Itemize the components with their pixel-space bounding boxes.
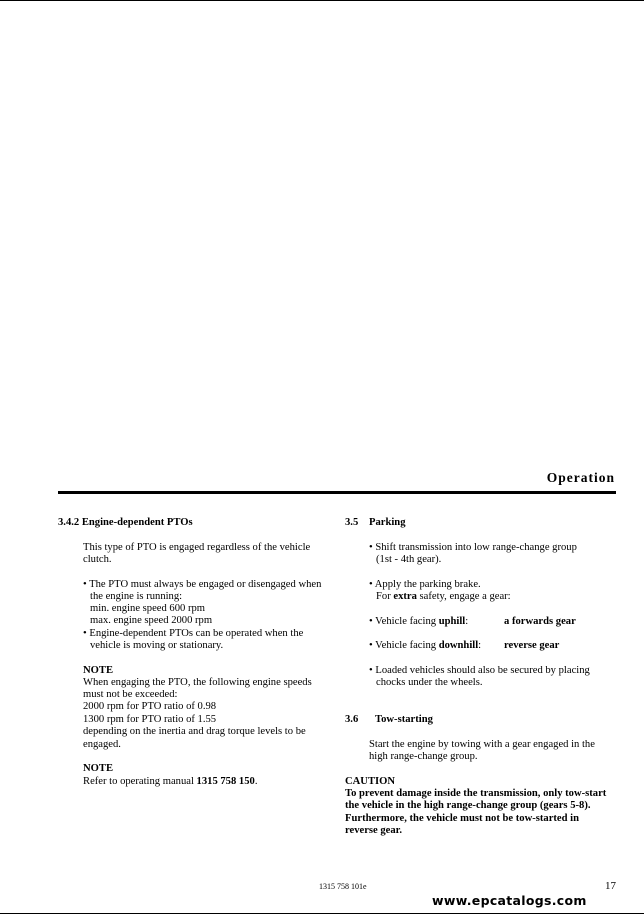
note-1-line-1: When engaging the PTO, the following engine speeds: [83, 677, 312, 688]
bottom-border-line: [0, 913, 644, 914]
operating-manual-number: 1315 758 150: [196, 776, 255, 787]
bullet-engage-line-2: the engine is running:: [90, 591, 183, 602]
uphill-line: [369, 616, 468, 628]
section-heading-parking: Parking: [369, 517, 406, 528]
page-number: 17: [605, 880, 616, 892]
max-engine-speed: max. engine speed 2000 rpm: [90, 615, 213, 626]
note-2-suffix: .: [254, 776, 258, 787]
top-border-line: [0, 0, 644, 1]
bullet-engage-line-1: • The PTO must always be engaged or disengaged when: [83, 579, 322, 590]
uphill-colon: :: [465, 616, 469, 627]
caution-line-3: Furthermore, the vehicle must not be tow-started in: [345, 813, 579, 824]
intro-line-1: This type of PTO is engaged regardless of the vehicle: [83, 542, 311, 553]
section-header-title: Operation: [546, 470, 615, 485]
note-2-prefix: Refer to operating manual: [83, 776, 197, 787]
section-number-parking: 3.5: [345, 517, 359, 528]
tow-text-line-2: high range-change group.: [369, 751, 478, 762]
downhill-colon: :: [478, 640, 482, 651]
note-1-line-6: engaged.: [83, 739, 121, 750]
uphill-word: uphill: [438, 616, 466, 627]
note-1-line-3: 2000 rpm for PTO ratio of 0.98: [83, 701, 217, 712]
caution-title: CAUTION: [345, 776, 396, 787]
caution-line-4: reverse gear.: [345, 825, 403, 836]
parking-bullet-1-line-2: (1st - 4th gear).: [376, 554, 442, 565]
document-code: 1315 758 101e: [319, 882, 367, 891]
downhill-word: downhill: [438, 640, 479, 651]
note-2-title: NOTE: [83, 763, 114, 774]
note-1-line-4: 1300 rpm for PTO ratio of 1.55: [83, 714, 217, 725]
bullet-operate-line-1: • Engine-dependent PTOs can be operated when the: [83, 628, 304, 639]
note-1-line-5: depending on the inertia and drag torque levels to be: [83, 726, 306, 737]
caution-line-2: the vehicle in the high range-change group (gears 5-8).: [345, 800, 591, 811]
extra-text: extra: [393, 591, 417, 602]
note-1-line-2: must not be exceeded:: [83, 689, 178, 700]
intro-line-2: clutch.: [83, 554, 112, 565]
caution-line-1: To prevent damage inside the transmission, only tow-start: [345, 788, 607, 799]
min-engine-speed: min. engine speed 600 rpm: [90, 603, 206, 614]
parking-bullet-5-line-1: • Loaded vehicles should also be secured by placing: [369, 665, 590, 676]
parking-bullet-2-line-1: • Apply the parking brake.: [369, 579, 481, 590]
header-rule: [58, 491, 616, 494]
parking-bullet-5-line-2: chocks under the wheels.: [376, 677, 483, 688]
section-heading-engine-dependent-ptos: 3.4.2 Engine-dependent PTOs: [58, 517, 193, 528]
note-2-text: [83, 776, 257, 788]
watermark-url: www.epcatalogs.com: [432, 893, 587, 908]
safety-text: safety, engage a gear:: [416, 591, 511, 602]
note-1-title: NOTE: [83, 665, 114, 676]
for-text: For: [376, 591, 394, 602]
section-number-tow-starting: 3.6: [345, 714, 359, 725]
downhill-line: [369, 640, 481, 652]
tow-text-line-1: Start the engine by towing with a gear engaged in the: [369, 739, 595, 750]
section-heading-tow-starting: Tow-starting: [375, 714, 433, 725]
parking-bullet-1-line-1: • Shift transmission into low range-change group: [369, 542, 577, 553]
uphill-prefix: • Vehicle facing: [369, 616, 439, 627]
downhill-gear: reverse gear: [504, 640, 560, 651]
downhill-prefix: • Vehicle facing: [369, 640, 439, 651]
uphill-gear: a forwards gear: [504, 616, 576, 627]
bullet-operate-line-2: vehicle is moving or stationary.: [90, 640, 224, 651]
parking-bullet-2-line-2: [376, 591, 511, 603]
